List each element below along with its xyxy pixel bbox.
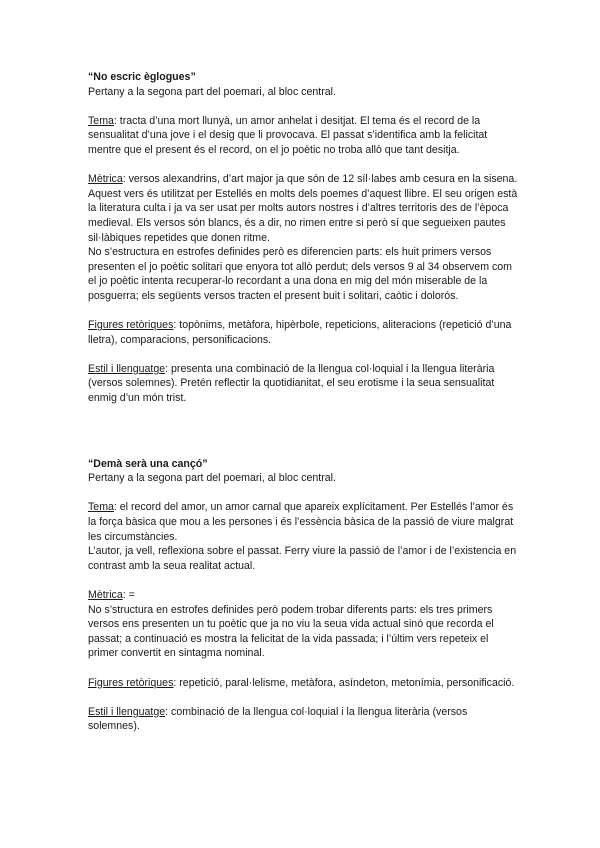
estil-label: Estil i llenguatge — [88, 362, 166, 375]
section-title: “No escric èglogues” — [88, 71, 196, 83]
estil-text: : presenta una combinació de la llengua col·loquial i la llengua literària (versos solemnes). Pretén reflectir la quotidianitat, el seu erotisme i la seua sensualitat enmig d’un món trist. — [88, 362, 495, 405]
metrica-text: : versos alexandrins, d’art major ja que són de 12 síl·labes amb cesura en la sisena. Aquest vers és utilitzat per Estellés en molts dels poemes d’aquest llibre. El seu origen està la literatura culta i ja va ser usat per molts autors nostres i d’altres territoris des de l’època medieval. Els versos són blancs, és a dir, no rimen entre si però sí que segueixen pautes sil·làbiques repetides que donen ritme. — [88, 173, 518, 244]
document-content — [88, 70, 520, 734]
tema-paragraph — [88, 500, 520, 544]
figures-label: Figures retòriques — [88, 319, 174, 332]
tema-extra-text: L’autor, ja vell, reflexiona sobre el passat. Ferry viure la passió de l’amor i de l’existencia en contrast amb la seua realitat actual. — [88, 545, 517, 572]
estil-text: : combinació de la llengua col·loquial i la llengua literària (versos solemnes). — [88, 705, 468, 733]
metrica-text: : = — [122, 589, 135, 601]
estil-label: Estil i llenguatge — [88, 705, 166, 718]
section-subtitle: Pertany a la segona part del poemari, al bloc central. — [88, 472, 336, 485]
figures-text: : repetició, paral·lelisme, metàfora, asíndeton, metonímia, personificació. — [173, 676, 515, 689]
tema-paragraph — [88, 114, 520, 158]
estil-paragraph — [88, 705, 520, 734]
figures-paragraph — [88, 318, 520, 347]
section-title: “Demà serà una cançó” — [88, 457, 208, 470]
tema-text: : tracta d’una mort llunyà, un amor anhelat i desitjat. El tema és el record de la sensualitat d’una jove i el desig que li provocava. El passat s’identifica amb la felicitat mentre que el present és el record, on el jo poètic no troba allò que tant desitja. — [88, 114, 488, 156]
figures-paragraph — [88, 676, 520, 691]
tema-label: Tema — [88, 501, 114, 514]
tema-label: Tema — [88, 114, 114, 127]
metrica-paragraph — [88, 172, 520, 245]
metrica-label: Mètrica — [88, 173, 123, 186]
metrica-structure-text: No s’estructura en estrofes definides però es diferencien parts: els huit primers versos presenten el jo poètic solitari que enyora tot allò perdut; dels versos 9 al 34 observem com el jo poètic intenta recuperar-lo recordant a una dona en mig del món miserable de la posguerra; els següents versos tracten el present buit i solitari, caòtic i dolorós. — [88, 246, 512, 302]
section-no-escric-eglogues — [88, 70, 520, 406]
section-subtitle: Pertany a la segona part del poemari, al bloc central. — [88, 85, 336, 98]
figures-text: : topònims, metàfora, hipèrbole, repeticions, aliteracions (repetició d’una lletra), comparacions, personificacions. — [88, 319, 512, 346]
figures-label: Figures retòriques — [88, 676, 174, 689]
metrica-paragraph — [88, 588, 520, 603]
estil-paragraph — [88, 362, 520, 406]
metrica-label: Mètrica — [88, 589, 123, 601]
tema-text: : el record del amor, un amor carnal que apareix explícitament. Per Estellés l’amor és la força bàsica que mou a les persones i és l’essència bàsica de la passió de viure malgrat les circumstàncies. — [88, 501, 514, 543]
section-dema-sera-una-canco — [88, 457, 520, 734]
metrica-structure-text: No s’structura en estrofes definides però podem trobar diferents parts: els tres primers versos ens presenten un tu poètic que ja no viu la seua vida actual sinó que recorda el passat; a continuació es mostra la felicitat de la vida passada; i l’últim vers repeteix el primer convertit en sintagma nominal. — [88, 603, 494, 660]
